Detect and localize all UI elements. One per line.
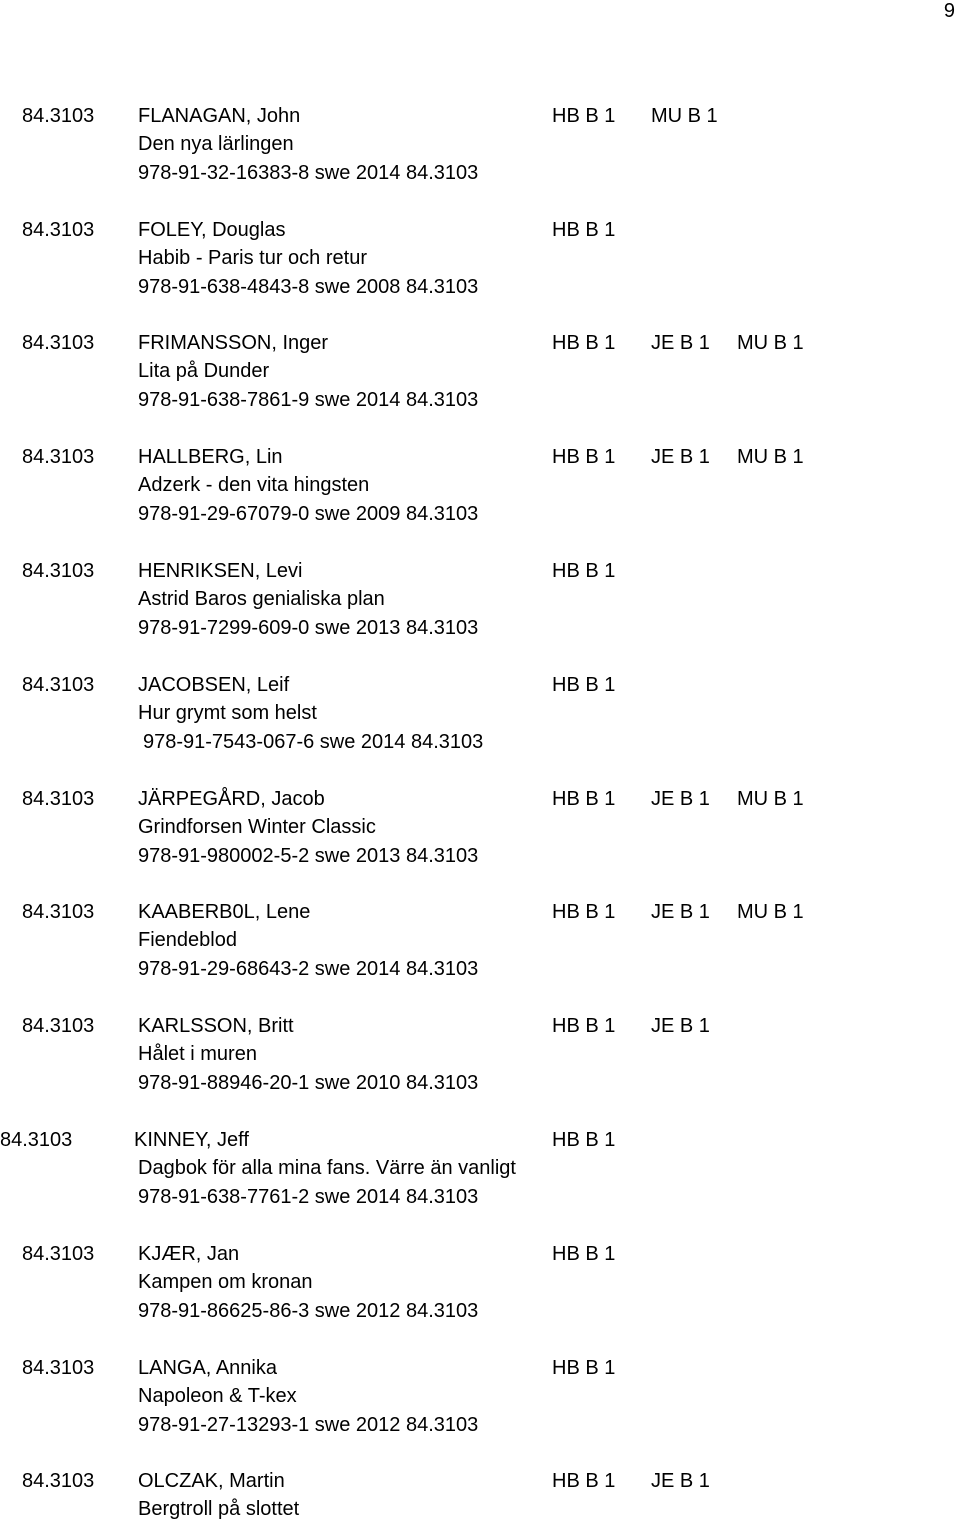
author-name: FRIMANSSON, Inger bbox=[138, 332, 329, 354]
author-name: FLANAGAN, John bbox=[138, 105, 301, 127]
holding-je: JE B 1 bbox=[651, 901, 710, 923]
page-number: 9 bbox=[943, 0, 955, 22]
holding-je: JE B 1 bbox=[651, 332, 710, 354]
isbn-line: 978-91-29-68643-2 swe 2014 84.3103 bbox=[138, 958, 479, 980]
isbn-line: 978-91-7299-609-0 swe 2013 84.3103 bbox=[138, 617, 479, 639]
book-title: Kampen om kronan bbox=[138, 1271, 313, 1293]
catalog-entry bbox=[0, 785, 960, 871]
author-name: KARLSSON, Britt bbox=[138, 1015, 294, 1037]
book-title: Astrid Baros genialiska plan bbox=[138, 588, 385, 610]
isbn-line: 978-91-86625-86-3 swe 2012 84.3103 bbox=[138, 1300, 479, 1322]
holding-hb: HB B 1 bbox=[552, 1470, 616, 1492]
classification-code: 84.3103 bbox=[22, 1015, 95, 1037]
holding-hb: HB B 1 bbox=[552, 901, 616, 923]
catalog-entry bbox=[0, 1012, 960, 1098]
classification-code: 84.3103 bbox=[22, 560, 95, 582]
classification-code: 84.3103 bbox=[22, 901, 95, 923]
classification-code: 84.3103 bbox=[22, 446, 95, 468]
classification-code: 84.3103 bbox=[22, 1243, 95, 1265]
catalog-entry bbox=[0, 1240, 960, 1326]
holding-mu: MU B 1 bbox=[737, 332, 804, 354]
book-title: Habib - Paris tur och retur bbox=[138, 247, 367, 269]
holding-je: JE B 1 bbox=[651, 788, 710, 810]
catalog-entry bbox=[0, 898, 960, 984]
book-title: Grindforsen Winter Classic bbox=[138, 816, 376, 838]
holding-mu: MU B 1 bbox=[737, 788, 804, 810]
book-title: Den nya lärlingen bbox=[138, 133, 294, 155]
classification-code: 84.3103 bbox=[22, 105, 95, 127]
catalog-entry bbox=[0, 329, 960, 415]
author-name: LANGA, Annika bbox=[138, 1357, 277, 1379]
isbn-line: 978-91-32-16383-8 swe 2014 84.3103 bbox=[138, 162, 479, 184]
isbn-line: 978-91-638-7861-9 swe 2014 84.3103 bbox=[138, 389, 479, 411]
holding-hb: HB B 1 bbox=[552, 105, 616, 127]
isbn-line: 978-91-638-7761-2 swe 2014 84.3103 bbox=[138, 1186, 479, 1208]
book-title: Bergtroll på slottet bbox=[138, 1498, 300, 1520]
classification-code: 84.3103 bbox=[22, 674, 95, 696]
classification-code: 84.3103 bbox=[22, 788, 95, 810]
isbn-line: 978-91-638-4843-8 swe 2008 84.3103 bbox=[138, 276, 479, 298]
book-title: Lita på Dunder bbox=[138, 360, 270, 382]
holding-je: JE B 1 bbox=[651, 1470, 710, 1492]
holding-hb: HB B 1 bbox=[552, 674, 616, 696]
holding-mu: MU B 1 bbox=[737, 901, 804, 923]
author-name: FOLEY, Douglas bbox=[138, 219, 286, 241]
author-name: HALLBERG, Lin bbox=[138, 446, 283, 468]
catalog-entry bbox=[0, 1467, 960, 1525]
author-name: OLCZAK, Martin bbox=[138, 1470, 285, 1492]
catalog-entry bbox=[0, 102, 960, 188]
holding-je: JE B 1 bbox=[651, 446, 710, 468]
catalog-entry bbox=[0, 443, 960, 529]
holding-je: JE B 1 bbox=[651, 1015, 710, 1037]
isbn-line: 978-91-980002-5-2 swe 2013 84.3103 bbox=[138, 845, 479, 867]
book-title: Adzerk - den vita hingsten bbox=[138, 474, 370, 496]
book-title: Fiendeblod bbox=[138, 929, 237, 951]
holding-hb: HB B 1 bbox=[552, 446, 616, 468]
holding-hb: HB B 1 bbox=[552, 788, 616, 810]
catalog-entry bbox=[0, 1354, 960, 1440]
author-name: JACOBSEN, Leif bbox=[138, 674, 290, 696]
author-name: KINNEY, Jeff bbox=[134, 1129, 249, 1151]
catalog-entry bbox=[0, 557, 960, 643]
classification-code: 84.3103 bbox=[22, 332, 95, 354]
holding-hb: HB B 1 bbox=[552, 1243, 616, 1265]
classification-code: 84.3103 bbox=[22, 1470, 95, 1492]
catalog-entry bbox=[0, 216, 960, 302]
holding-hb: HB B 1 bbox=[552, 332, 616, 354]
holding-hb: HB B 1 bbox=[552, 1357, 616, 1379]
classification-code: 84.3103 bbox=[22, 1357, 95, 1379]
catalog-entry bbox=[0, 671, 960, 757]
holding-hb: HB B 1 bbox=[552, 219, 616, 241]
author-name: HENRIKSEN, Levi bbox=[138, 560, 303, 582]
holding-mu: MU B 1 bbox=[737, 446, 804, 468]
author-name: KAABERB0L, Lene bbox=[138, 901, 311, 923]
isbn-line: 978-91-88946-20-1 swe 2010 84.3103 bbox=[138, 1072, 479, 1094]
author-name: JÄRPEGÅRD, Jacob bbox=[138, 788, 325, 810]
author-name: KJÆR, Jan bbox=[138, 1243, 240, 1265]
book-title: Hålet i muren bbox=[138, 1043, 257, 1065]
classification-code: 84.3103 bbox=[0, 1129, 73, 1151]
holding-hb: HB B 1 bbox=[552, 1015, 616, 1037]
book-title: Hur grymt som helst bbox=[138, 702, 317, 724]
holding-second: MU B 1 bbox=[651, 105, 718, 127]
isbn-line: 978-91-7543-067-6 swe 2014 84.3103 bbox=[143, 731, 484, 753]
isbn-line: 978-91-29-67079-0 swe 2009 84.3103 bbox=[138, 503, 479, 525]
holding-hb: HB B 1 bbox=[552, 1129, 616, 1151]
catalog-entry bbox=[0, 1126, 960, 1212]
classification-code: 84.3103 bbox=[22, 219, 95, 241]
book-title: Napoleon & T-kex bbox=[138, 1385, 297, 1407]
book-title: Dagbok för alla mina fans. Värre än vanligt bbox=[138, 1157, 516, 1179]
holding-hb: HB B 1 bbox=[552, 560, 616, 582]
isbn-line: 978-91-27-13293-1 swe 2012 84.3103 bbox=[138, 1414, 479, 1436]
